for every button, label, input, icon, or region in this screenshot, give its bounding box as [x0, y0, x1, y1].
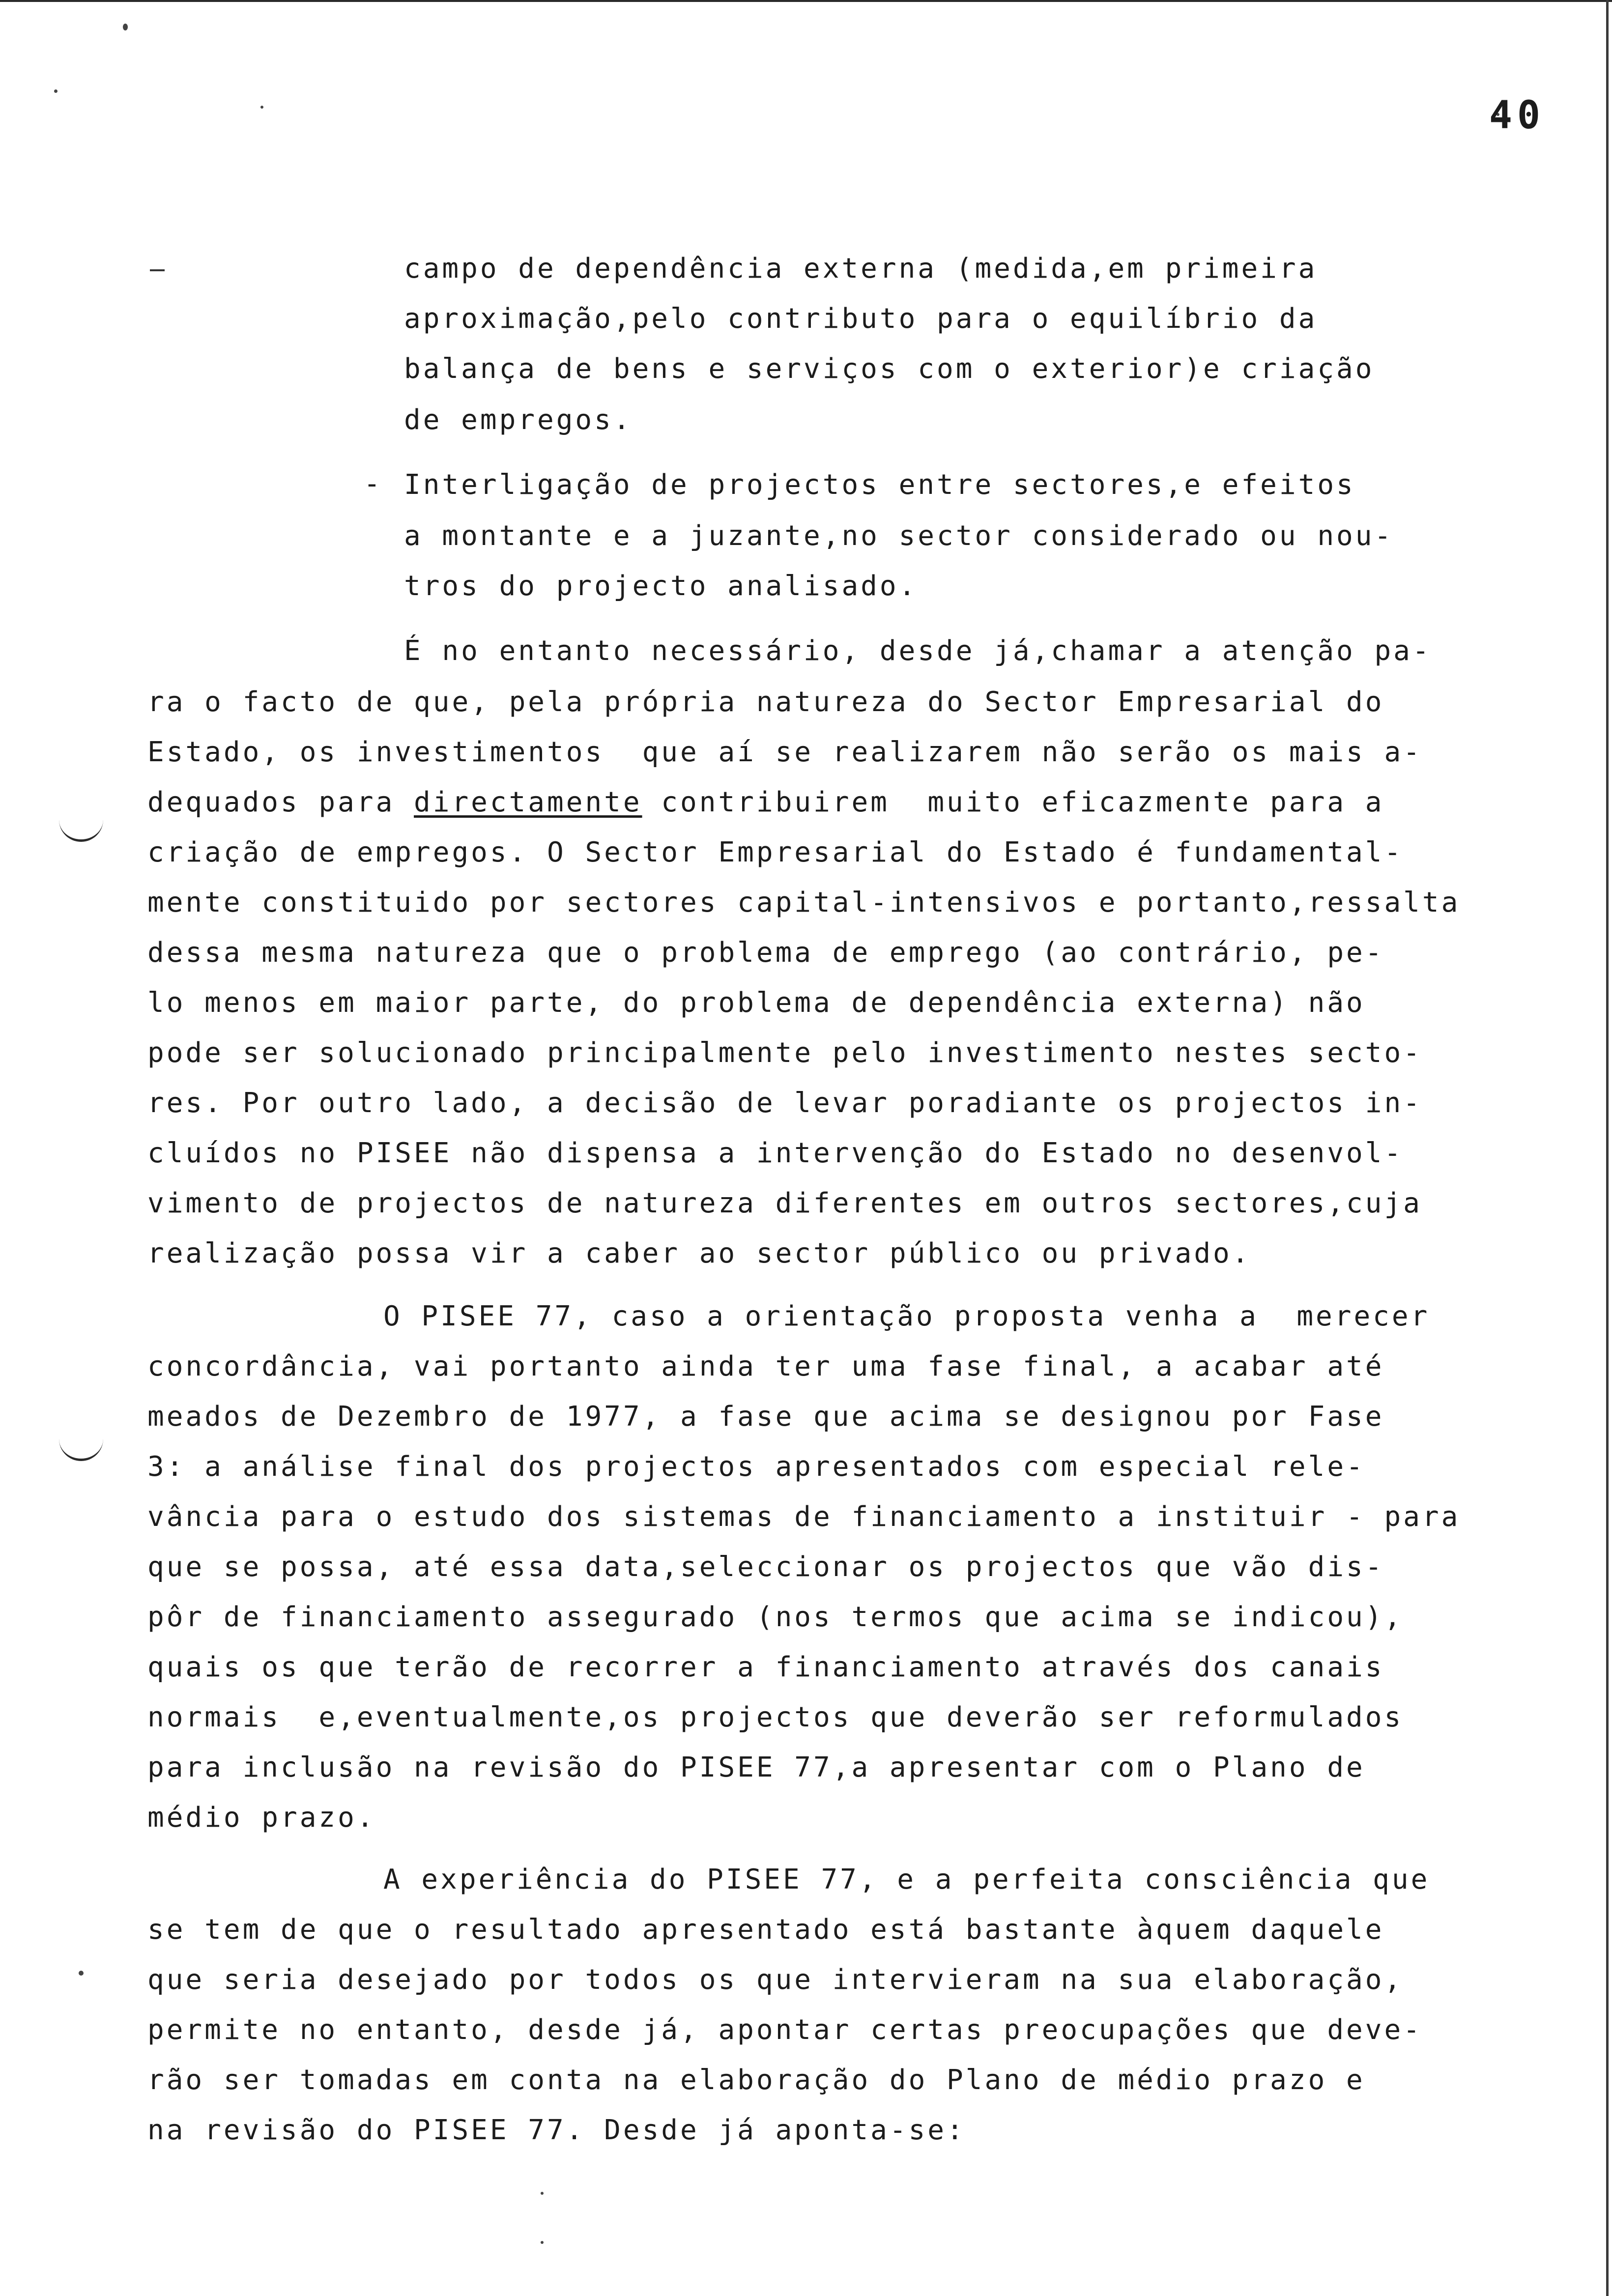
text-line: se tem de que o resultado apresentado está bastante àquem daquele — [147, 1914, 1384, 1946]
text-line: rão ser tomadas em conta na elaboração do Plano de médio prazo e — [147, 2064, 1365, 2096]
text-span: contribuirem muito eficazmente para a — [642, 786, 1384, 818]
text-line: pôr de financiamento assegurado (nos termos que acima se indicou), — [147, 1601, 1404, 1633]
text-line: ra o facto de que, pela própria natureza do Sector Empresarial do — [147, 686, 1384, 718]
text-span: dequados para — [147, 786, 414, 818]
paragraph-first-line: É no entanto necessário, desde já,chamar a atenção pa- — [404, 635, 1432, 667]
page-number: 40 — [1489, 93, 1545, 138]
scan-top-edge — [0, 0, 1612, 2]
text-line: vimento de projectos de natureza diferentes em outros sectores,cuja — [147, 1187, 1422, 1219]
text-line: concordância, vai portanto ainda ter uma fase final, a acabar até — [147, 1350, 1384, 1382]
text-line: balança de bens e serviços com o exterior)e criação — [404, 353, 1375, 385]
text-line: vância para o estudo dos sistemas de financiamento a instituir - para — [147, 1501, 1461, 1533]
margin-tick — [150, 269, 165, 271]
text-line: a montante e a juzante,no sector considerado ou nou- — [404, 520, 1394, 552]
text-line: que seria desejado por todos os que intervieram na sua elaboração, — [147, 1964, 1404, 1996]
text-line: Estado, os investimentos que aí se realizarem não serão os mais a- — [147, 736, 1422, 768]
text-line: quais os que terão de recorrer a financiamento através dos canais — [147, 1651, 1384, 1683]
text-line: pode ser solucionado principalmente pelo investimento nestes secto- — [147, 1037, 1422, 1069]
margin-hole-mark — [59, 820, 103, 842]
text-line: mente constituido por sectores capital-intensivos e portanto,ressalta — [147, 887, 1461, 918]
text-line: campo de dependência externa (medida,em primeira — [404, 253, 1318, 285]
text-line: normais e,eventualmente,os projectos que deverão ser reformulados — [147, 1701, 1404, 1733]
paragraph-first-line: A experiência do PISEE 77, e a perfeita consciência que — [383, 1864, 1430, 1895]
scan-speck — [79, 1971, 84, 1976]
text-line: criação de empregos. O Sector Empresarial do Estado é fundamental- — [147, 836, 1404, 868]
scan-speck — [54, 89, 58, 93]
underlined-word: directamente — [414, 786, 642, 818]
scan-speck — [260, 106, 263, 109]
text-line: 3: a análise final dos projectos apresentados com especial rele- — [147, 1451, 1365, 1483]
text-line: de empregos. — [404, 404, 633, 436]
scan-speck — [541, 2192, 544, 2195]
text-line: médio prazo. — [147, 1802, 376, 1834]
text-line: que se possa, até essa data,seleccionar os projectos que vão dis- — [147, 1551, 1384, 1583]
text-line: res. Por outro lado, a decisão de levar poradiante os projectos in- — [147, 1087, 1422, 1119]
text-line: dessa mesma natureza que o problema de emprego (ao contrário, pe- — [147, 937, 1384, 969]
list-bullet-dash: - — [364, 468, 380, 500]
scan-speck — [541, 2241, 544, 2244]
paragraph-first-line: O PISEE 77, caso a orientação proposta venha a merecer — [383, 1300, 1430, 1332]
margin-hole-mark — [59, 1439, 103, 1461]
text-line: permite no entanto, desde já, apontar certas preocupações que deve- — [147, 2014, 1422, 2046]
text-line: para inclusão na revisão do PISEE 77,a apresentar com o Plano de — [147, 1751, 1365, 1783]
text-line: aproximação,pelo contributo para o equilíbrio da — [404, 303, 1318, 335]
text-line: cluídos no PISEE não dispensa a intervenção do Estado no desenvol- — [147, 1137, 1404, 1169]
scan-right-edge — [1606, 0, 1609, 2296]
text-line: Interligação de projectos entre sectores,e efeitos — [404, 469, 1355, 501]
text-line: realização possa vir a caber ao sector público ou privado. — [147, 1237, 1251, 1269]
text-line-with-underline — [147, 785, 1384, 820]
text-line: meados de Dezembro de 1977, a fase que acima se designou por Fase — [147, 1401, 1384, 1433]
text-line: lo menos em maior parte, do problema de dependência externa) não — [147, 987, 1365, 1019]
scan-speck — [123, 24, 128, 30]
text-line: tros do projecto analisado. — [404, 570, 918, 602]
text-line: na revisão do PISEE 77. Desde já aponta-se: — [147, 2114, 966, 2146]
